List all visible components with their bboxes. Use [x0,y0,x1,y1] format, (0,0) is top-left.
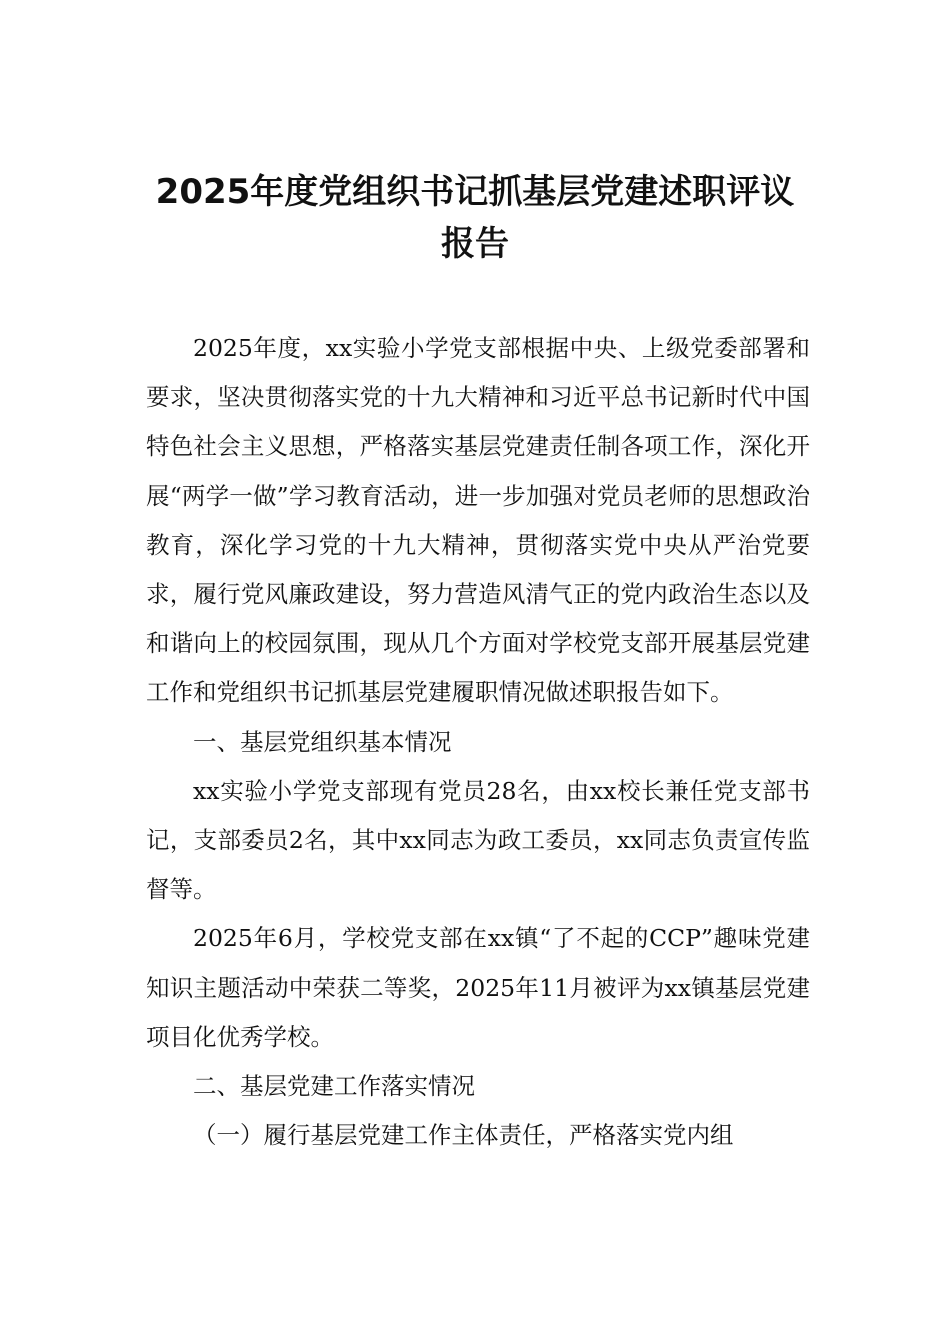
section-heading-1: 一、基层党组织基本情况 [193,727,452,756]
intro-paragraph: 2025年度，xx实验小学党支部根据中央、上级党委部署和要求，坚决贯彻落实党的十九大精神和习近平总书记新时代中国特色社会主义思想，严格落实基层党建责任制各项工作，深化开展“两学一做”学习教育活动，进一步加强对党员老师的思想政治教育，深化学习党的十九大精神，贯彻落实党中央从严治党要求，履行党风廉政建设，努力营造风清气正的党内政治生态以及和谐向上的校园氛围，现从几个方面对学校党支部开展基层党建工作和党组织书记抓基层党建履职情况做述职报告如下。 [146,334,810,707]
document-body [146,324,810,1160]
paragraph-membership: xx实验小学党支部现有党员28名，由xx校长兼任党支部书记，支部委员2名，其中xx同志为政工委员，xx同志负责宣传监督等。 [146,776,810,904]
subsection-heading-1: （一）履行基层党建工作主体责任，严格落实党内组 [193,1121,734,1150]
document-title: 2025年度党组织书记抓基层党建述职评议报告 [155,172,795,264]
section-heading-2: 二、基层党建工作落实情况 [193,1072,475,1101]
paragraph-awards: 2025年6月，学校党支部在xx镇“了不起的CCP”趣味党建知识主题活动中荣获二等奖，2025年11月被评为xx镇基层党建项目化优秀学校。 [146,924,810,1051]
